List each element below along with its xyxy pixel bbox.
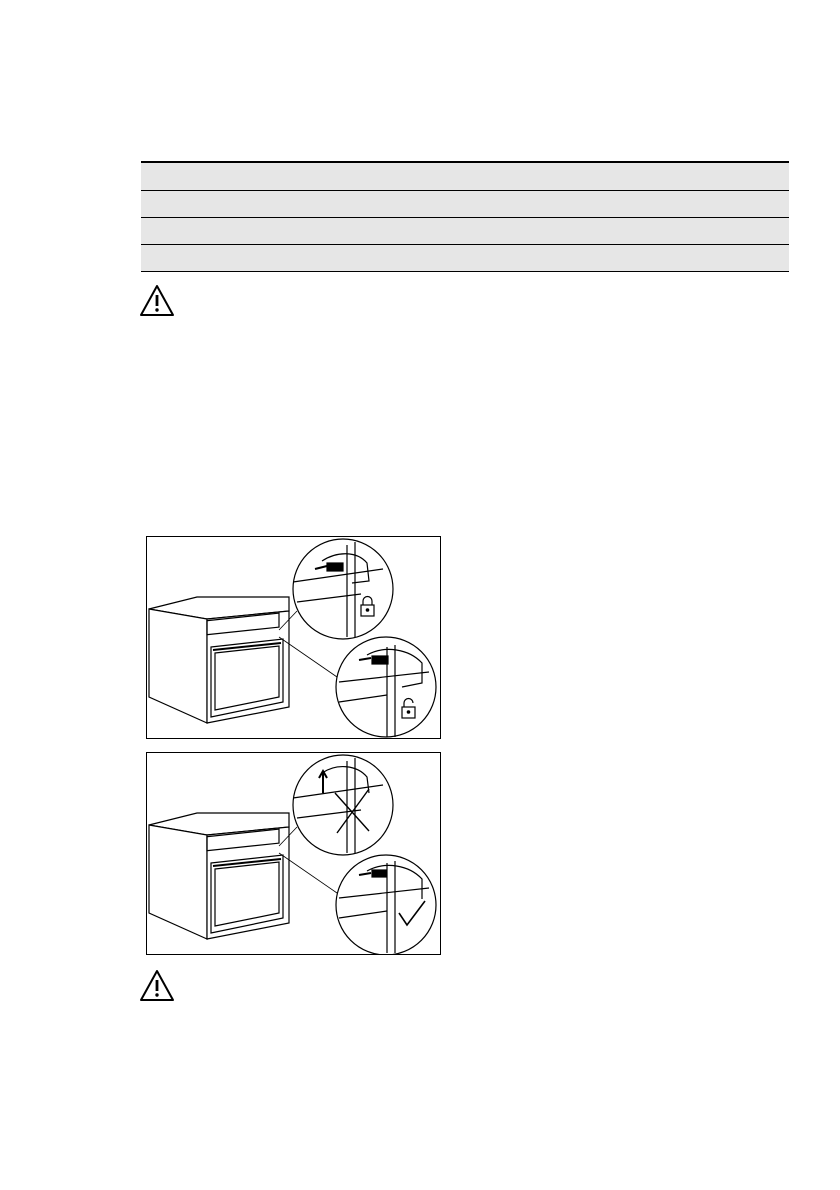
detail-circle-incorrect bbox=[293, 755, 393, 855]
table-row bbox=[141, 191, 789, 218]
detail-circle-correct bbox=[336, 855, 436, 954]
info-table bbox=[141, 161, 789, 272]
table-row bbox=[141, 245, 789, 272]
detail-circle-locked bbox=[293, 539, 393, 639]
oven-illustration bbox=[149, 597, 289, 723]
oven-illustration bbox=[149, 813, 289, 939]
warning-triangle-icon bbox=[139, 969, 175, 1003]
door-lock-figure bbox=[146, 536, 441, 739]
detail-circle-unlocked bbox=[336, 637, 436, 737]
table-row bbox=[141, 218, 789, 245]
table-row bbox=[141, 163, 789, 191]
door-lock-correct-figure bbox=[146, 752, 441, 955]
warning-triangle-icon bbox=[139, 284, 175, 318]
